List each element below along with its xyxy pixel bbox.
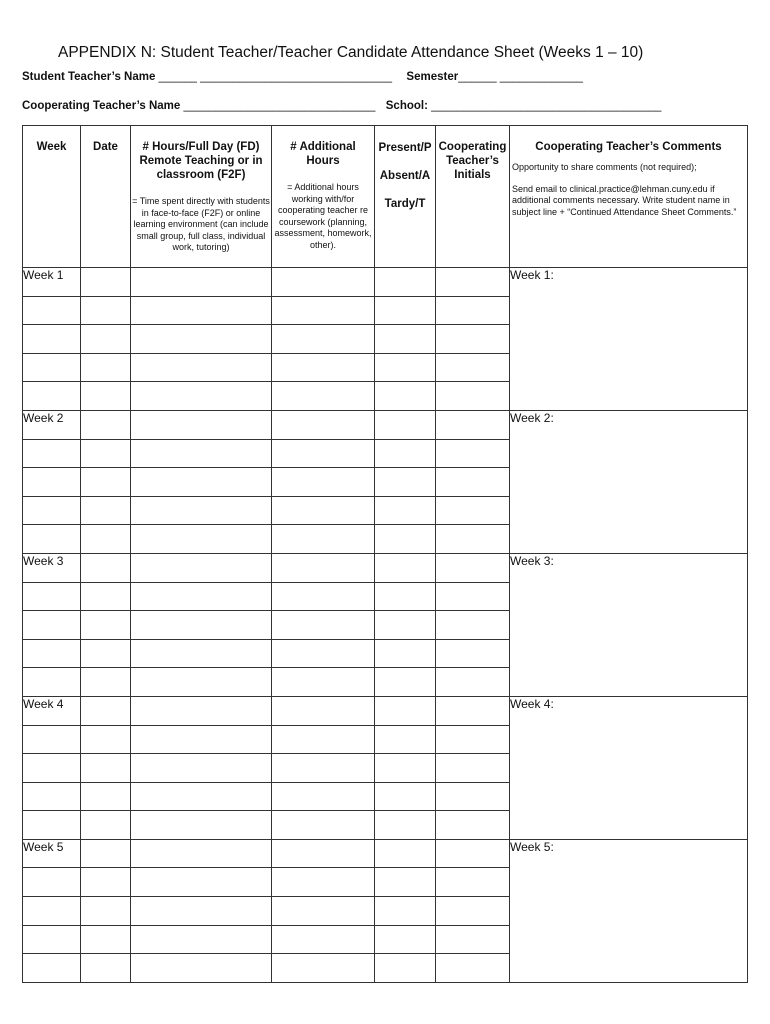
hours-cell[interactable] (131, 611, 272, 640)
initials-cell[interactable] (436, 696, 510, 725)
additional-hours-cell[interactable] (272, 325, 375, 354)
attendance-cell[interactable] (375, 582, 436, 611)
week-cell (23, 782, 81, 811)
hours-cell[interactable] (131, 868, 272, 897)
attendance-cell[interactable] (375, 839, 436, 868)
student-name-label: Student Teacher’s Name (22, 71, 156, 83)
header-hours: # Hours/Full Day (FD) Remote Teaching or in classroom (F2F) = Time spent directly with students in face-to-face (F2F) or online learning environment (can include small group, full class, individual work, tutoring) (131, 126, 272, 268)
additional-hours-cell[interactable] (272, 639, 375, 668)
table-body (23, 268, 748, 983)
header-week: Week (23, 126, 81, 268)
hours-cell[interactable] (131, 410, 272, 439)
hours-cell[interactable] (131, 353, 272, 382)
hours-cell[interactable] (131, 696, 272, 725)
initials-cell[interactable] (436, 725, 510, 754)
header-additional-hours: # Additional Hours = Additional hours working with/for cooperating teacher re coursework (planning, assessment, homework, other). (272, 126, 375, 268)
initials-cell[interactable] (436, 668, 510, 697)
header-comments: Cooperating Teacher’s Comments Opportunity to share comments (not required); Send email to clinical.practice@lehman.cuny.edu if additional comments necessary. Write student name in subject line + “Continued Attendance Sheet Comments.” (510, 126, 748, 268)
additional-hours-cell[interactable] (272, 897, 375, 926)
date-cell[interactable] (81, 268, 131, 297)
week-cell (23, 639, 81, 668)
cooperating-info-line (22, 100, 661, 112)
attendance-cell[interactable] (375, 639, 436, 668)
week-cell (23, 725, 81, 754)
initials-cell[interactable] (436, 325, 510, 354)
comment-cell[interactable]: Week 5: (510, 839, 748, 982)
initials-cell[interactable] (436, 268, 510, 297)
hours-cell[interactable] (131, 811, 272, 840)
hours-cell[interactable] (131, 754, 272, 783)
attendance-cell[interactable] (375, 382, 436, 411)
hours-cell[interactable] (131, 439, 272, 468)
week-label: Week 4 (23, 696, 81, 725)
initials-cell[interactable] (436, 582, 510, 611)
date-cell[interactable] (81, 353, 131, 382)
attendance-cell[interactable] (375, 925, 436, 954)
attendance-cell[interactable] (375, 268, 436, 297)
comment-cell[interactable]: Week 3: (510, 553, 748, 696)
attendance-cell[interactable] (375, 611, 436, 640)
initials-cell[interactable] (436, 468, 510, 497)
comment-cell[interactable]: Week 4: (510, 696, 748, 839)
initials-cell[interactable] (436, 925, 510, 954)
hours-cell[interactable] (131, 382, 272, 411)
date-cell[interactable] (81, 868, 131, 897)
date-cell[interactable] (81, 754, 131, 783)
additional-hours-cell[interactable] (272, 754, 375, 783)
date-cell[interactable] (81, 410, 131, 439)
additional-hours-cell[interactable] (272, 668, 375, 697)
additional-hours-cell[interactable] (272, 811, 375, 840)
initials-cell[interactable] (436, 782, 510, 811)
initials-cell[interactable] (436, 897, 510, 926)
hours-cell[interactable] (131, 582, 272, 611)
additional-hours-cell[interactable] (272, 353, 375, 382)
week-label: Week 5 (23, 839, 81, 868)
week-cell (23, 353, 81, 382)
additional-hours-cell[interactable] (272, 296, 375, 325)
attendance-cell[interactable] (375, 782, 436, 811)
attendance-cell[interactable] (375, 696, 436, 725)
student-name-field[interactable]: ______ ______________________________ (158, 71, 393, 83)
initials-cell[interactable] (436, 296, 510, 325)
week-label: Week 3 (23, 553, 81, 582)
attendance-cell[interactable] (375, 325, 436, 354)
attendance-cell[interactable] (375, 553, 436, 582)
hours-cell[interactable] (131, 954, 272, 983)
attendance-cell[interactable] (375, 868, 436, 897)
hours-cell[interactable] (131, 668, 272, 697)
hours-cell[interactable] (131, 296, 272, 325)
initials-cell[interactable] (436, 410, 510, 439)
date-cell[interactable] (81, 811, 131, 840)
week-cell (23, 582, 81, 611)
initials-cell[interactable] (436, 496, 510, 525)
hours-cell[interactable] (131, 496, 272, 525)
initials-cell[interactable] (436, 382, 510, 411)
date-cell[interactable] (81, 925, 131, 954)
header-attendance: Present/P Absent/A Tardy/T (375, 126, 436, 268)
initials-cell[interactable] (436, 439, 510, 468)
school-field[interactable]: ____________________________________ (431, 100, 662, 112)
date-cell[interactable] (81, 325, 131, 354)
week-cell (23, 325, 81, 354)
hours-cell[interactable] (131, 468, 272, 497)
attendance-cell[interactable] (375, 725, 436, 754)
attendance-cell[interactable] (375, 525, 436, 554)
table-row (23, 553, 748, 582)
date-cell[interactable] (81, 668, 131, 697)
date-cell[interactable] (81, 553, 131, 582)
week-cell (23, 468, 81, 497)
attendance-cell[interactable] (375, 754, 436, 783)
additional-hours-cell[interactable] (272, 382, 375, 411)
hours-cell[interactable] (131, 639, 272, 668)
date-cell[interactable] (81, 468, 131, 497)
additional-hours-cell[interactable] (272, 696, 375, 725)
cooperating-name-label: Cooperating Teacher’s Name (22, 100, 181, 112)
date-cell[interactable] (81, 382, 131, 411)
week-cell (23, 611, 81, 640)
week-cell (23, 296, 81, 325)
week-cell (23, 382, 81, 411)
table-row (23, 268, 748, 297)
attendance-cell[interactable] (375, 296, 436, 325)
attendance-table (22, 125, 748, 983)
attendance-cell[interactable] (375, 353, 436, 382)
date-cell[interactable] (81, 639, 131, 668)
cooperating-name-field[interactable]: ______________________________ (183, 100, 376, 112)
initials-cell[interactable] (436, 839, 510, 868)
attendance-cell[interactable] (375, 496, 436, 525)
additional-hours-cell[interactable] (272, 410, 375, 439)
attendance-cell[interactable] (375, 410, 436, 439)
week-cell (23, 897, 81, 926)
date-cell[interactable] (81, 782, 131, 811)
additional-hours-cell[interactable] (272, 439, 375, 468)
comment-cell[interactable]: Week 2: (510, 410, 748, 553)
week-cell (23, 668, 81, 697)
attendance-cell[interactable] (375, 668, 436, 697)
hours-cell[interactable] (131, 725, 272, 754)
additional-hours-cell[interactable] (272, 925, 375, 954)
week-cell (23, 754, 81, 783)
week-cell (23, 811, 81, 840)
date-cell[interactable] (81, 582, 131, 611)
initials-cell[interactable] (436, 353, 510, 382)
initials-cell[interactable] (436, 639, 510, 668)
attendance-cell[interactable] (375, 439, 436, 468)
table-row (23, 839, 748, 868)
week-cell (23, 439, 81, 468)
week-cell (23, 925, 81, 954)
week-label: Week 2 (23, 410, 81, 439)
date-cell[interactable] (81, 296, 131, 325)
student-info-line (22, 71, 583, 83)
date-cell[interactable] (81, 525, 131, 554)
attendance-cell[interactable] (375, 897, 436, 926)
hours-cell[interactable] (131, 268, 272, 297)
hours-cell[interactable] (131, 897, 272, 926)
hours-cell[interactable] (131, 839, 272, 868)
hours-cell[interactable] (131, 325, 272, 354)
semester-label: Semester (406, 71, 459, 83)
additional-hours-cell[interactable] (272, 782, 375, 811)
date-cell[interactable] (81, 696, 131, 725)
table-row (23, 410, 748, 439)
additional-hours-cell[interactable] (272, 268, 375, 297)
initials-cell[interactable] (436, 954, 510, 983)
date-cell[interactable] (81, 611, 131, 640)
initials-cell[interactable] (436, 754, 510, 783)
initials-cell[interactable] (436, 525, 510, 554)
hours-cell[interactable] (131, 925, 272, 954)
hours-cell[interactable] (131, 782, 272, 811)
table-header-row (23, 126, 748, 268)
additional-hours-cell[interactable] (272, 725, 375, 754)
week-label: Week 1 (23, 268, 81, 297)
additional-hours-cell[interactable] (272, 496, 375, 525)
semester-field[interactable]: ______ _____________ (458, 71, 583, 83)
header-date: Date (81, 126, 131, 268)
initials-cell[interactable] (436, 811, 510, 840)
comment-cell[interactable]: Week 1: (510, 268, 748, 411)
date-cell[interactable] (81, 839, 131, 868)
additional-hours-cell[interactable] (272, 525, 375, 554)
additional-hours-cell[interactable] (272, 553, 375, 582)
page-title: APPENDIX N: Student Teacher/Teacher Candidate Attendance Sheet (Weeks 1 – 10) (58, 44, 644, 61)
initials-cell[interactable] (436, 868, 510, 897)
header-initials: Cooperating Teacher’s Initials (436, 126, 510, 268)
week-cell (23, 868, 81, 897)
initials-cell[interactable] (436, 553, 510, 582)
date-cell[interactable] (81, 439, 131, 468)
date-cell[interactable] (81, 496, 131, 525)
attendance-cell[interactable] (375, 811, 436, 840)
attendance-cell[interactable] (375, 954, 436, 983)
additional-hours-cell[interactable] (272, 611, 375, 640)
attendance-cell[interactable] (375, 468, 436, 497)
week-cell (23, 496, 81, 525)
table-row (23, 696, 748, 725)
hours-cell[interactable] (131, 553, 272, 582)
date-cell[interactable] (81, 897, 131, 926)
week-cell (23, 525, 81, 554)
initials-cell[interactable] (436, 611, 510, 640)
additional-hours-cell[interactable] (272, 839, 375, 868)
additional-hours-cell[interactable] (272, 468, 375, 497)
school-label: School: (385, 100, 428, 112)
additional-hours-cell[interactable] (272, 954, 375, 983)
hours-cell[interactable] (131, 525, 272, 554)
date-cell[interactable] (81, 954, 131, 983)
week-cell (23, 954, 81, 983)
date-cell[interactable] (81, 725, 131, 754)
additional-hours-cell[interactable] (272, 582, 375, 611)
additional-hours-cell[interactable] (272, 868, 375, 897)
